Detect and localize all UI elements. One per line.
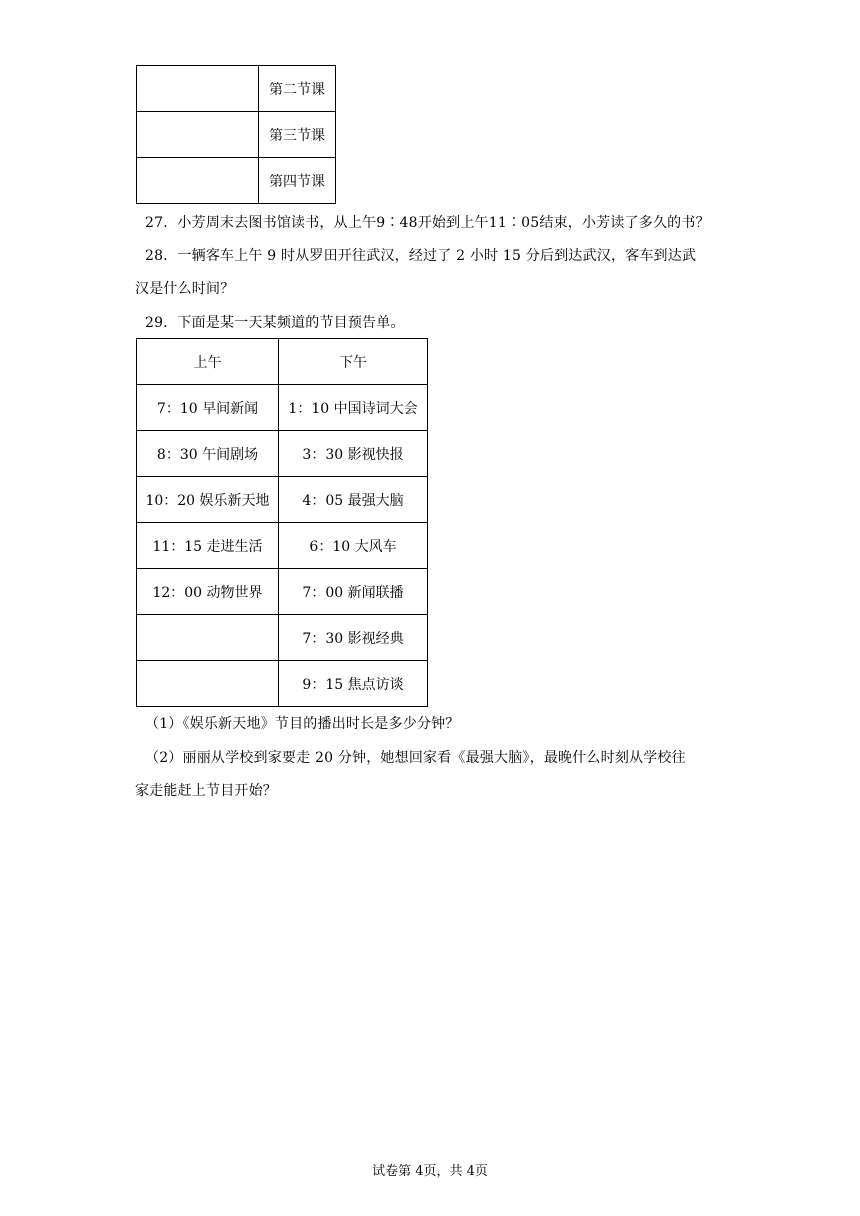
table-row (137, 431, 428, 477)
am-program: 7：10 早间新闻 (137, 385, 279, 431)
class-label: 第四节课 (259, 158, 336, 204)
pm-program: 9：15 焦点访谈 (279, 661, 428, 707)
question-29-sub-1: （1）《娱乐新天地》节目的播出时长是多少分钟？ (145, 716, 460, 732)
am-program (137, 661, 279, 707)
blank-cell (137, 158, 259, 204)
table-row (137, 523, 428, 569)
blank-cell (137, 112, 259, 158)
table-row (137, 477, 428, 523)
header-pm: 下午 (279, 339, 428, 385)
table-row (137, 569, 428, 615)
am-program: 11：15 走进生活 (137, 523, 279, 569)
class-label: 第二节课 (259, 66, 336, 112)
table-row (137, 661, 428, 707)
am-program: 12：00 动物世界 (137, 569, 279, 615)
program-schedule-table (136, 338, 428, 707)
table-row (137, 615, 428, 661)
am-program: 8：30 午间剧场 (137, 431, 279, 477)
question-27: 27．小芳周末去图书馆读书，从上午9∶48开始到上午11∶05结束，小芳读了多久的书？ (145, 215, 710, 231)
table-row (137, 66, 336, 112)
class-label: 第三节课 (259, 112, 336, 158)
pm-program: 3：30 影视快报 (279, 431, 428, 477)
question-28-line-1: 28．一辆客车上午 9 时从罗田开往武汉，经过了 2 小时 15 分后到达武汉，客车到达武 (145, 248, 697, 264)
question-29-sub-2-line-1: （2）丽丽从学校到家要走 20 分钟，她想回家看《最强大脑》，最晚什么时刻从学校往 (145, 750, 686, 766)
question-29-sub-2-line-2: 家走能赶上节目开始？ (135, 783, 277, 799)
am-program: 10：20 娱乐新天地 (137, 477, 279, 523)
pm-program: 6：10 大风车 (279, 523, 428, 569)
blank-cell (137, 66, 259, 112)
table-row (137, 385, 428, 431)
header-am: 上午 (137, 339, 279, 385)
table-row (137, 158, 336, 204)
pm-program: 1：10 中国诗词大会 (279, 385, 428, 431)
class-schedule-table (136, 65, 336, 204)
page-footer: 试卷第 4页，共 4页 (372, 1164, 488, 1179)
pm-program: 4：05 最强大脑 (279, 477, 428, 523)
question-28-line-2: 汉是什么时间？ (135, 281, 235, 297)
pm-program: 7：30 影视经典 (279, 615, 428, 661)
pm-program: 7：00 新闻联播 (279, 569, 428, 615)
table-row (137, 112, 336, 158)
question-29: 29．下面是某一天某频道的节目预告单。 (145, 315, 405, 331)
am-program (137, 615, 279, 661)
table-header-row (137, 339, 428, 385)
